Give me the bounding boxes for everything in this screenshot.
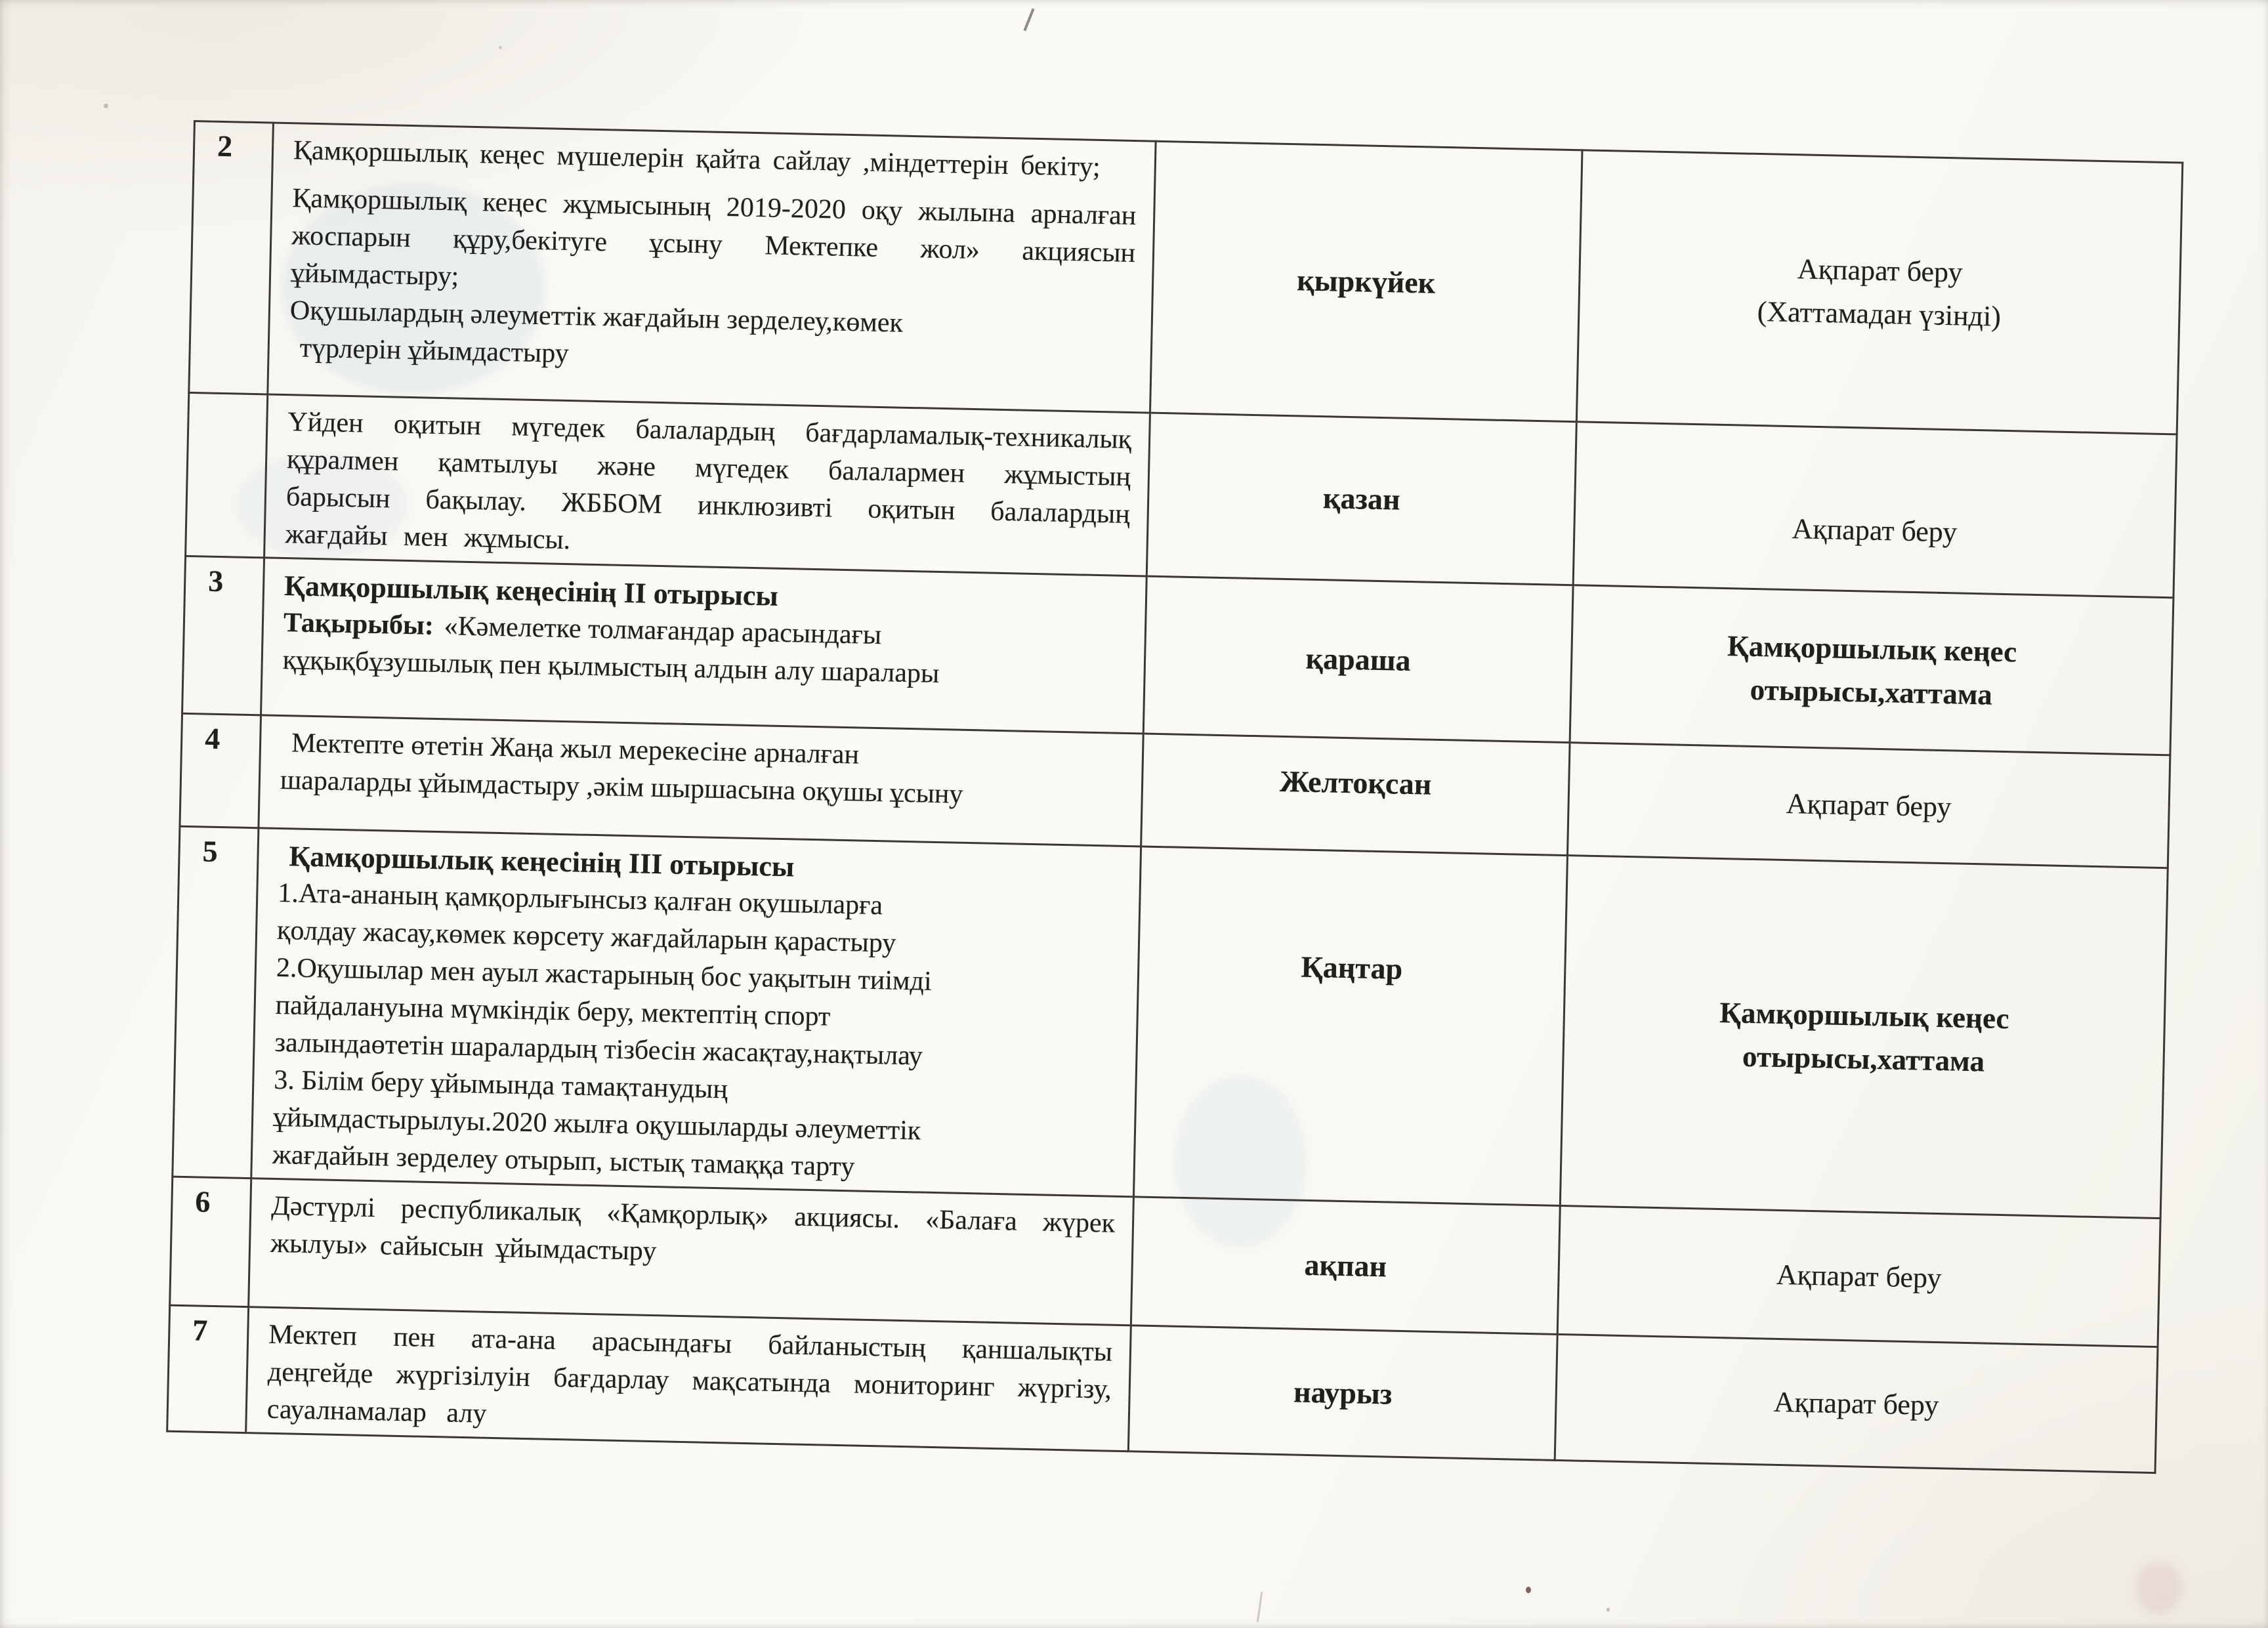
report-cell	[1555, 1334, 2158, 1472]
row-number: 6	[194, 1184, 211, 1219]
row-number: 5	[202, 834, 219, 869]
month-cell	[1131, 1197, 1560, 1335]
month-cell	[1133, 846, 1567, 1205]
plan-table-wrapper	[166, 120, 2183, 1474]
activity-line: қолдау жасау,көмек көрсету жағдайларын қарастыру	[276, 915, 896, 959]
activity-paragraph: Үйден оқитын мүгедек балалардың бағдарламалық-техникалық құралмен қамтылуы және мүгедек балалармен жұмыстың барысын бақылау. ЖББОМ инклюзивті оқитын балалардың жағдайы мен жұмысы.	[285, 407, 1132, 556]
activity-cell	[251, 828, 1141, 1197]
activity-line: залындаөтетін шаралардың тізбесін жасақтау,нақтылау	[274, 1027, 923, 1072]
month-label: ақпан	[1304, 1247, 1387, 1283]
month-label: қараша	[1305, 641, 1412, 677]
report-line: Қамқоршылық кеңес	[1727, 629, 2017, 668]
report-line: Қамқоршылық кеңес	[1719, 995, 2010, 1035]
month-cell	[1141, 734, 1570, 856]
scan-scratch	[1023, 9, 1034, 31]
scan-smudge	[2136, 1562, 2182, 1614]
month-label: наурыз	[1293, 1375, 1393, 1411]
report-line: Ақпарат беру	[1797, 252, 1964, 288]
activity-paragraph: Қамқоршылық кеңес жұмысының 2019-2020 оқу жылына арналған жоспарын құру,бекітуге ұсыну Мектепке жол» акциясын ұйымдастыру;	[290, 183, 1137, 292]
row-number: 2	[217, 129, 233, 163]
scan-speck	[104, 104, 108, 108]
meeting-title: Қамқоршылық кеңесінің II отырысы	[284, 570, 779, 612]
month-label: қыркүйек	[1296, 262, 1436, 300]
table-row	[189, 121, 2183, 434]
month-cell	[1150, 141, 1582, 422]
row-number-cell	[189, 121, 274, 394]
activity-line: жағдайын зерделеу отырып, ыстық тамаққа тарту	[272, 1139, 855, 1182]
activity-line: түрлерін ұйымдастыру	[299, 333, 570, 369]
activity-paragraph: Дәстүрлі республикалық «Қамқорлық» акциясы. «Балаға жүрек жылуы» сайысын ұйымдастыру	[270, 1190, 1116, 1267]
topic-text: «Кәмелетке толмағандар арасындағы	[444, 611, 882, 651]
report-cell	[1557, 1205, 2160, 1346]
scan-speck	[1606, 1608, 1610, 1612]
topic-label: Тақырыбы:	[283, 608, 434, 641]
meeting-title: Қамқоршылық кеңесінің III отырысы	[289, 840, 795, 883]
report-cell	[1560, 856, 2168, 1219]
activity-line: 3. Білім беру ұйымында тамақтанудың	[273, 1064, 728, 1105]
report-line: Ақпарат беру	[1792, 512, 1958, 548]
report-line: Ақпарат беру	[1773, 1385, 1939, 1421]
report-line: Ақпарат беру	[1786, 787, 1952, 823]
activity-cell	[259, 715, 1143, 846]
row-number: 4	[204, 721, 220, 756]
row-number-cell	[186, 392, 268, 557]
activity-cell	[246, 1307, 1131, 1451]
row-number: 3	[207, 564, 224, 598]
row-number-cell	[167, 1305, 249, 1432]
report-line: отырысы,хаттама	[1742, 1039, 1985, 1077]
scan-speck	[1526, 1587, 1531, 1593]
activity-line: Оқушылардың әлеуметтік жағдайын зерделеу,көмек	[289, 295, 904, 339]
report-line: (Хаттамадан үзінді)	[1757, 295, 2002, 333]
activity-cell	[268, 123, 1156, 413]
report-line: отырысы,хаттама	[1750, 673, 1993, 711]
activity-cell	[261, 558, 1147, 734]
activity-line: ұйымдастырылуы.2020 жылға оқушыларды әлеуметтік	[272, 1102, 921, 1146]
month-cell	[1128, 1325, 1557, 1461]
month-label: қазан	[1322, 481, 1401, 516]
activity-paragraph: Қамқоршылық кеңес мүшелерін қайта сайлау ,міндеттерін бекіту;	[293, 135, 1101, 182]
row-number: 7	[192, 1313, 208, 1347]
scan-scratch	[1257, 1592, 1263, 1622]
activity-cell	[264, 394, 1150, 576]
activity-line: шараларды ұйымдастыру ,әкім шыршасына оқушы ұсыну	[280, 764, 963, 810]
month-cell	[1143, 576, 1573, 743]
row-number-cell	[173, 826, 259, 1178]
report-cell	[1567, 743, 2170, 868]
report-cell	[1576, 150, 2182, 434]
month-label: Қаңтар	[1301, 950, 1403, 986]
activity-line: 2.Оқушылар мен ауыл жастарының бос уақытын тиімді	[276, 952, 933, 997]
report-cell	[1570, 585, 2174, 755]
table-row	[173, 826, 2168, 1218]
row-number-cell	[182, 556, 264, 715]
activity-cell	[249, 1179, 1134, 1325]
report-cell	[1573, 422, 2177, 598]
activity-line: пайдалануына мүмкіндік беру, мектептің спорт	[275, 990, 831, 1032]
report-line: Ақпарат беру	[1776, 1258, 1942, 1294]
row-number-cell	[180, 713, 261, 827]
scan-speck	[499, 46, 502, 49]
activity-line: құқықбұзушылық пен қылмыстың алдын алу шаралары	[282, 645, 940, 689]
month-label: Желтоқсан	[1279, 764, 1432, 801]
activity-paragraph: Мектеп пен ата-ана арасындағы байланыстың қаншалықты деңгейде жүргізілуін бағдарлау мақсатында мониторинг жүргізу, сауалнамалар алу	[266, 1319, 1113, 1429]
plan-table	[166, 120, 2183, 1474]
activity-line: Мектепте өтетін Жаңа жыл мерекесіне арналған	[291, 728, 860, 770]
activity-line: 1.Ата-ананың қамқорлығынсыз қалған оқушыларға	[277, 877, 883, 921]
month-cell	[1146, 413, 1576, 585]
row-number-cell	[170, 1177, 251, 1306]
